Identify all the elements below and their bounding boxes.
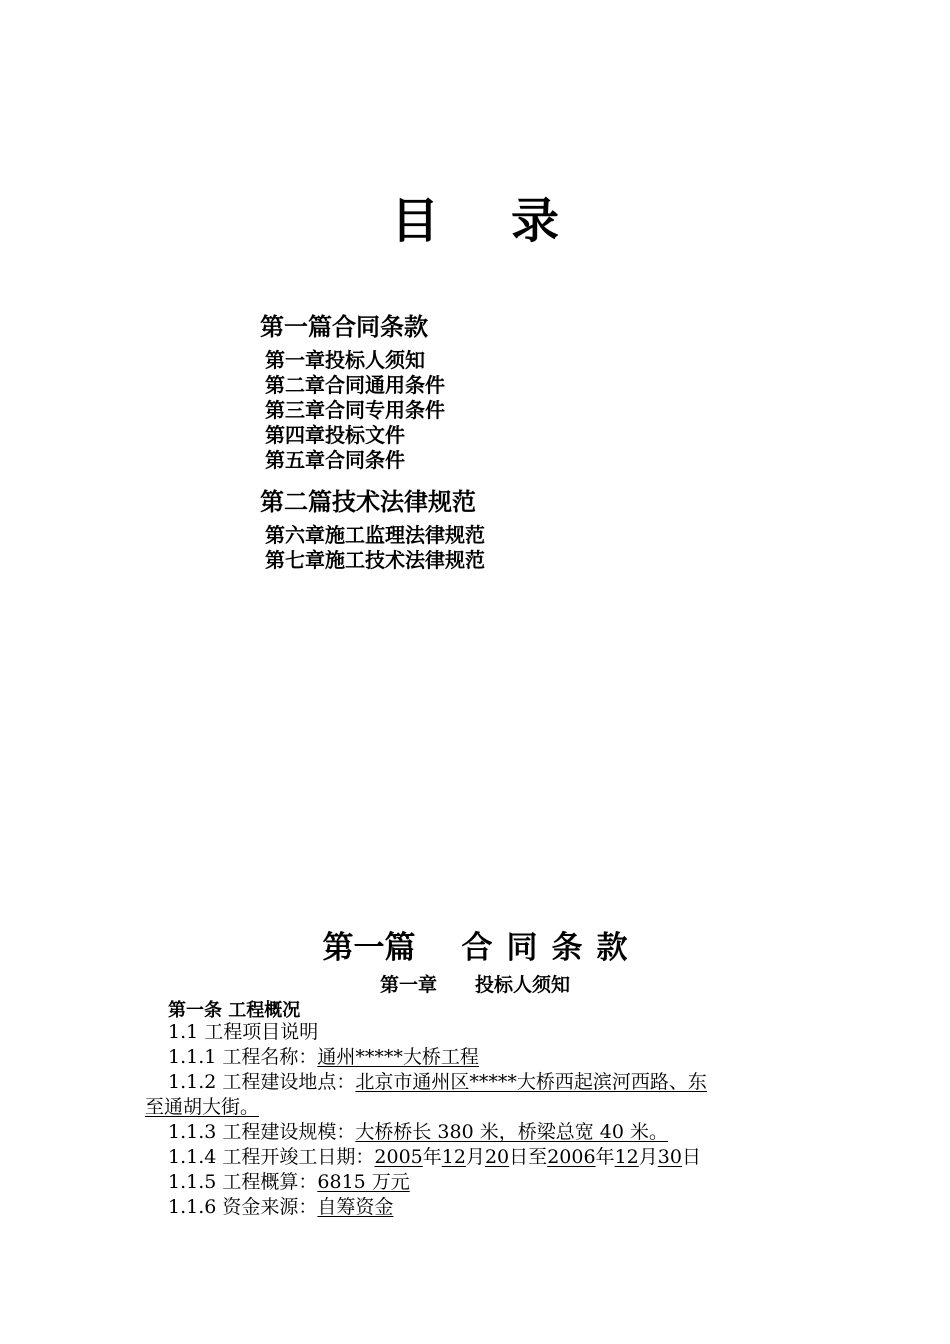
year-char: 年 [422,1146,442,1168]
toc-chapter-1: 第一章投标人须知 [265,348,425,372]
item-1-1-5 [168,1170,410,1194]
funding-value: 自筹资金 [317,1196,394,1218]
toc-part-1: 第一篇合同条款 [260,312,428,341]
part-title-char: 条 [551,930,583,966]
toc-chapter-6: 第六章施工监理法律规范 [265,523,485,547]
start-year: 2005 [374,1146,423,1168]
end-year: 2006 [547,1146,596,1168]
end-month: 12 [614,1146,639,1168]
item-label: 1.1.5 工程概算： [168,1171,318,1193]
end-day: 30 [657,1146,682,1168]
toc-chapter-3: 第三章合同专用条件 [265,398,445,422]
location-value: 北京市通州区*****大桥西起滨河西路、东 [355,1071,707,1093]
item-label: 1.1.1 工程名称： [168,1046,318,1068]
month-char: 月 [638,1146,658,1168]
item-1-1-6 [168,1195,393,1219]
item-1-1-2 [168,1070,707,1094]
toc-chapter-5: 第五章合同条件 [265,448,405,472]
toc-chapter-7: 第七章施工技术法律规范 [265,548,485,572]
location-value-continued: 至通胡大街。 [145,1096,260,1118]
start-month: 12 [441,1146,466,1168]
item-label: 1.1.3 工程建设规模： [168,1121,356,1143]
project-name-value: 通州*****大桥工程 [317,1046,479,1068]
toc-title-char: 目 [390,193,439,249]
chapter-name: 投标人须知 [475,974,571,996]
budget-value: 6815 万元 [317,1171,410,1193]
item-1-1-2-continued [145,1095,259,1119]
toc-title-char: 录 [511,193,560,249]
item-label: 1.1.6 资金来源： [168,1196,318,1218]
part-label: 第一篇 [322,930,416,966]
day-char: 日 [681,1146,701,1168]
item-1-1: 1.1 工程项目说明 [168,1021,319,1043]
start-day: 20 [484,1146,510,1168]
item-label: 1.1.4 工程开竣工日期： [168,1146,375,1168]
part-title-char: 款 [596,930,628,966]
item-1-1-1 [168,1045,479,1069]
part-title-char: 同 [506,930,538,966]
day-char: 日 [509,1146,529,1168]
article-heading: 第一条 工程概况 [168,1000,301,1021]
toc-part-2: 第二篇技术法律规范 [260,487,476,516]
chapter-title [0,970,950,997]
toc-chapter-2: 第二章合同通用条件 [265,373,445,397]
item-1-1-3 [168,1120,668,1144]
year-char: 年 [595,1146,615,1168]
scale-value: 大桥桥长 380 米，桥梁总宽 40 米。 [355,1121,668,1143]
chapter-label: 第一章 [379,974,437,996]
month-char: 月 [465,1146,485,1168]
toc-title [0,182,950,251]
item-1-1-4 [168,1145,701,1169]
to-char: 至 [528,1146,548,1168]
toc-chapter-4: 第四章投标文件 [265,423,405,447]
part-title [0,922,950,967]
item-label: 1.1.2 工程建设地点： [168,1071,356,1093]
part-title-char: 合 [461,930,493,966]
